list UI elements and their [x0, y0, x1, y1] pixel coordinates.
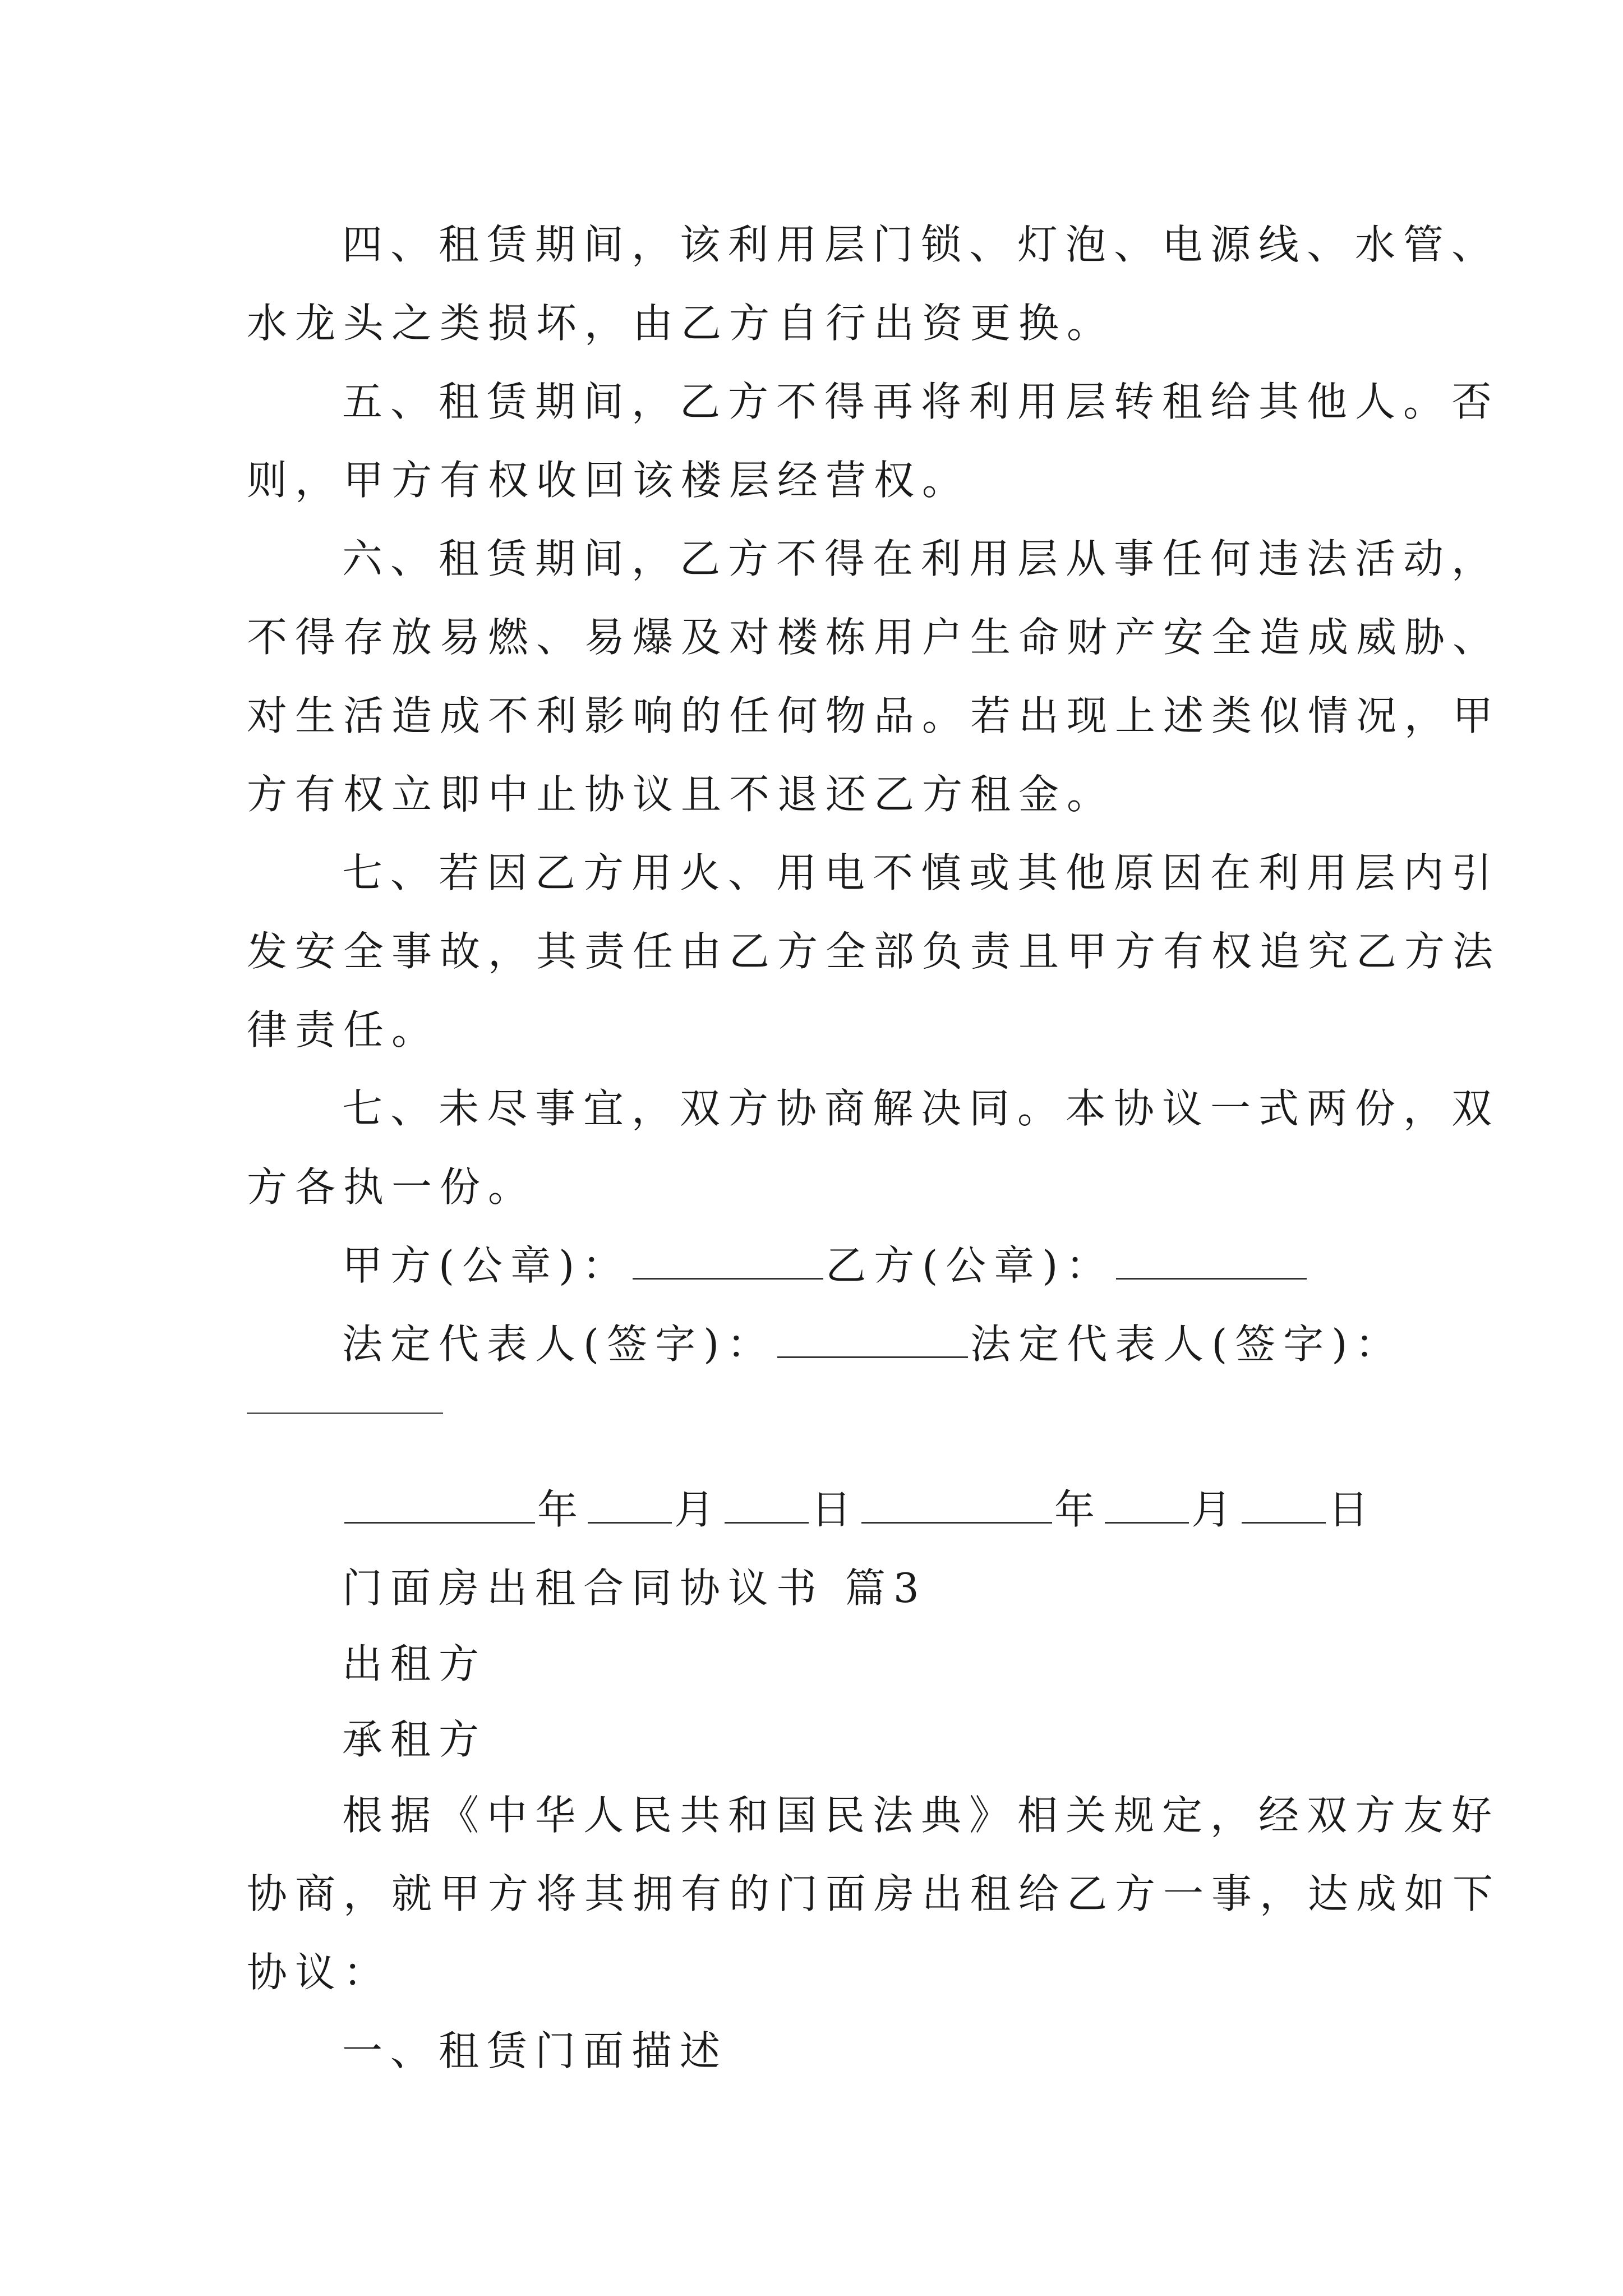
clause-7b-line-1: 七、未尽事宜，双方协商解决同。本协议一式两份，双 [342, 1085, 1500, 1132]
clause-6-line-3: 对生活造成不利影响的任何物品。若出现上述类似情况，甲 [247, 692, 1501, 739]
section-3-heading: 门面房出租合同协议书 篇3 [342, 1565, 927, 1612]
clause-5-line-1: 五、租赁期间，乙方不得再将利用层转租给其他人。否 [342, 378, 1500, 425]
clause-6-line-1: 六、租赁期间，乙方不得在利用层从事任何违法活动， [342, 535, 1500, 582]
clause-7-line-1: 七、若因乙方用火、用电不慎或其他原因在利用层内引 [342, 849, 1500, 896]
clause-6-line-2: 不得存放易燃、易爆及对楼栋用户生命财产安全造成威胁、 [247, 614, 1501, 661]
party-a-seal-blank [633, 1278, 823, 1280]
clause-7-line-2: 发安全事故，其责任由乙方全部负责且甲方有权追究乙方法 [247, 928, 1501, 975]
clause-5-line-2: 则，甲方有权收回该楼层经营权。 [247, 457, 971, 504]
month-a-blank [588, 1522, 672, 1524]
item-1-heading: 一、租赁门面描述 [342, 2027, 728, 2074]
clause-6-line-4: 方有权立即中止协议且不退还乙方租金。 [247, 771, 1115, 818]
month-b-label: 月 [1191, 1486, 1240, 1533]
day-a-blank [725, 1522, 809, 1524]
seal-row [342, 1242, 1309, 1289]
rep-a-label: 法定代表人(签字)： [342, 1320, 776, 1368]
year-b-label: 年 [1054, 1486, 1103, 1533]
year-b-blank [861, 1522, 1052, 1524]
date-row [342, 1486, 1377, 1533]
day-b-blank [1242, 1522, 1326, 1524]
party-b-seal-blank [1116, 1278, 1307, 1280]
day-b-label: 日 [1328, 1486, 1377, 1533]
month-a-label: 月 [674, 1486, 723, 1533]
party-a-seal-label: 甲方(公章)： [342, 1242, 631, 1289]
rep-b-blank [247, 1412, 443, 1414]
intro-line-3: 协议： [247, 1949, 392, 1996]
party-b-seal-label: 乙方(公章)： [826, 1242, 1114, 1289]
representative-row [342, 1320, 1404, 1368]
clause-7-line-3: 律责任。 [247, 1006, 440, 1053]
month-b-blank [1105, 1522, 1189, 1524]
day-a-label: 日 [811, 1486, 860, 1533]
lessee-label: 承租方 [342, 1716, 487, 1763]
year-a-blank [344, 1522, 535, 1524]
year-a-label: 年 [537, 1486, 586, 1533]
intro-line-1: 根据《中华人民共和国民法典》相关规定，经双方友好 [342, 1792, 1500, 1839]
clause-7b-line-2: 方各执一份。 [247, 1163, 537, 1211]
clause-4-line-1: 四、租赁期间，该利用层门锁、灯泡、电源线、水管、 [342, 221, 1500, 268]
intro-line-2: 协商，就甲方将其拥有的门面房出租给乙方一事，达成如下 [247, 1870, 1501, 1917]
rep-b-label: 法定代表人(签字)： [970, 1320, 1404, 1368]
lessor-label: 出租方 [342, 1640, 487, 1687]
clause-4-line-2: 水龙头之类损坏，由乙方自行出资更换。 [247, 300, 1115, 347]
rep-a-blank [777, 1356, 968, 1358]
